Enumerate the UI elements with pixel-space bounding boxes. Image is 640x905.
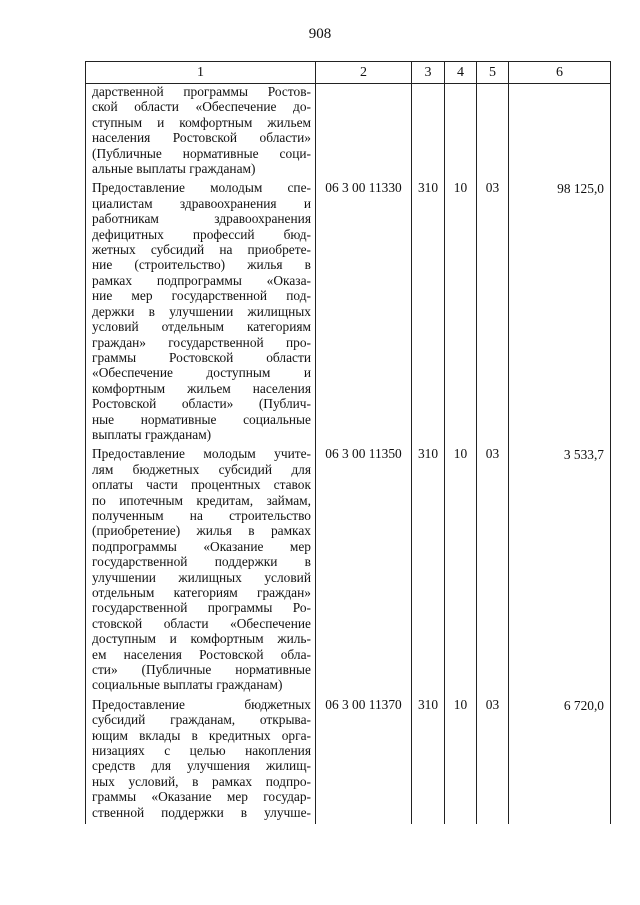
name-line: ступным и комфортным жильем — [92, 114, 311, 130]
name-line: работникам здравоохранения — [92, 211, 311, 227]
name-line: оплаты части процентных ставок — [92, 477, 311, 493]
name-line: социальные выплаты гражданам) — [92, 677, 283, 693]
header-col-3: 3 — [412, 62, 445, 84]
row-pr-cell: 03 — [477, 446, 509, 697]
row-vr-cell: 310 — [412, 446, 445, 697]
name-line: ние мер государственной под- — [92, 288, 311, 304]
name-line: Ростовской области» (Публич- — [92, 396, 311, 412]
row-code-cell — [316, 84, 412, 181]
name-line: доступным и комфортным жиль- — [92, 631, 311, 647]
name-line: по ипотечным кредитам, займам, — [92, 492, 311, 508]
name-line: «Обеспечение доступным и — [92, 365, 311, 381]
name-line: Предоставление молодым учите- — [92, 446, 311, 462]
table-row — [86, 180, 611, 446]
row-rz-cell: 10 — [445, 446, 477, 697]
name-line: ем населения Ростовской обла- — [92, 646, 311, 662]
name-line: циалистам здравоохранения и — [92, 195, 311, 211]
name-line: ных условий, в рамках подпро- — [92, 773, 311, 789]
name-line: граммы Ростовской области — [92, 349, 311, 365]
name-line: средств для улучшения жилищ- — [92, 758, 311, 774]
header-col-4: 4 — [445, 62, 477, 84]
row-vr-cell — [412, 84, 445, 181]
name-line: условий отдельным категориям — [92, 319, 311, 335]
row-name-cell — [86, 697, 316, 824]
row-rz-cell: 10 — [445, 697, 477, 824]
name-line: граммы «Оказание мер государ- — [92, 789, 311, 805]
name-line: населения Ростовской области» — [92, 130, 311, 146]
name-line: комфортным жильем населения — [92, 380, 311, 396]
name-line: сти» (Публичные нормативные — [92, 662, 311, 678]
row-name-cell — [86, 446, 316, 697]
row-sum-cell: 6 720,0 — [509, 697, 611, 824]
header-col-5: 5 — [477, 62, 509, 84]
name-line: рамках подпрограммы «Оказа- — [92, 272, 311, 288]
name-line: подпрограммы «Оказание мер — [92, 538, 311, 554]
name-line: держки в улучшении жилищных — [92, 303, 311, 319]
name-line: субсидий гражданам, открыва- — [92, 712, 311, 728]
name-line: дарственной программы Ростов- — [92, 84, 311, 99]
name-line: ние (строительство) жилья в — [92, 257, 311, 273]
name-line: выплаты гражданам) — [92, 426, 212, 442]
name-line: дефицитных профессий бюд- — [92, 226, 311, 242]
row-code-cell: 06 3 00 11370 — [316, 697, 412, 824]
name-line: (приобретение) жилья в рамках — [92, 523, 311, 539]
name-line: ской области «Обеспечение до- — [92, 99, 311, 115]
name-line: ственной поддержки в улучше- — [92, 804, 311, 820]
row-pr-cell: 03 — [477, 180, 509, 446]
name-line: полученным на строительство — [92, 507, 311, 523]
row-rz-cell: 10 — [445, 180, 477, 446]
budget-table — [85, 61, 611, 824]
row-code-cell: 06 3 00 11330 — [316, 180, 412, 446]
row-name-cell — [86, 180, 316, 446]
name-line: отдельным категориям граждан» — [92, 585, 311, 600]
name-line: низациях с целью накопления — [92, 743, 311, 759]
table-row — [86, 697, 611, 824]
name-line: ные нормативные социальные — [92, 411, 311, 427]
table-body — [86, 84, 611, 825]
row-code-cell: 06 3 00 11350 — [316, 446, 412, 697]
name-line: лям бюджетных субсидий для — [92, 461, 311, 477]
row-pr-cell: 03 — [477, 697, 509, 824]
table-row — [86, 84, 611, 181]
row-sum-cell: 98 125,0 — [509, 180, 611, 446]
name-line: ющим вклады в кредитных орга- — [92, 727, 311, 743]
name-line: граждан» государственной про- — [92, 334, 311, 350]
row-sum-cell: 3 533,7 — [509, 446, 611, 697]
table-row — [86, 446, 611, 697]
table-header-row — [86, 62, 611, 84]
header-col-6: 6 — [509, 62, 611, 84]
page-number: 908 — [308, 26, 332, 42]
header-col-1: 1 — [86, 62, 316, 84]
name-line: стовской области «Обеспечение — [92, 615, 311, 631]
name-line: улучшении жилищных условий — [92, 569, 311, 585]
name-line: альные выплаты гражданам) — [92, 161, 256, 177]
name-line: жетных субсидий на приобрете- — [92, 242, 311, 258]
name-line: (Публичные нормативные соци- — [92, 145, 311, 161]
row-pr-cell — [477, 84, 509, 181]
row-vr-cell: 310 — [412, 697, 445, 824]
name-line: Предоставление бюджетных — [92, 696, 311, 712]
row-sum-cell — [509, 84, 611, 181]
row-vr-cell: 310 — [412, 180, 445, 446]
name-line: государственной программы Ро- — [92, 600, 311, 616]
name-line: государственной поддержки в — [92, 554, 311, 570]
name-line: Предоставление молодым спе- — [92, 180, 311, 196]
header-col-2: 2 — [316, 62, 412, 84]
row-rz-cell — [445, 84, 477, 181]
row-name-cell — [86, 84, 316, 181]
